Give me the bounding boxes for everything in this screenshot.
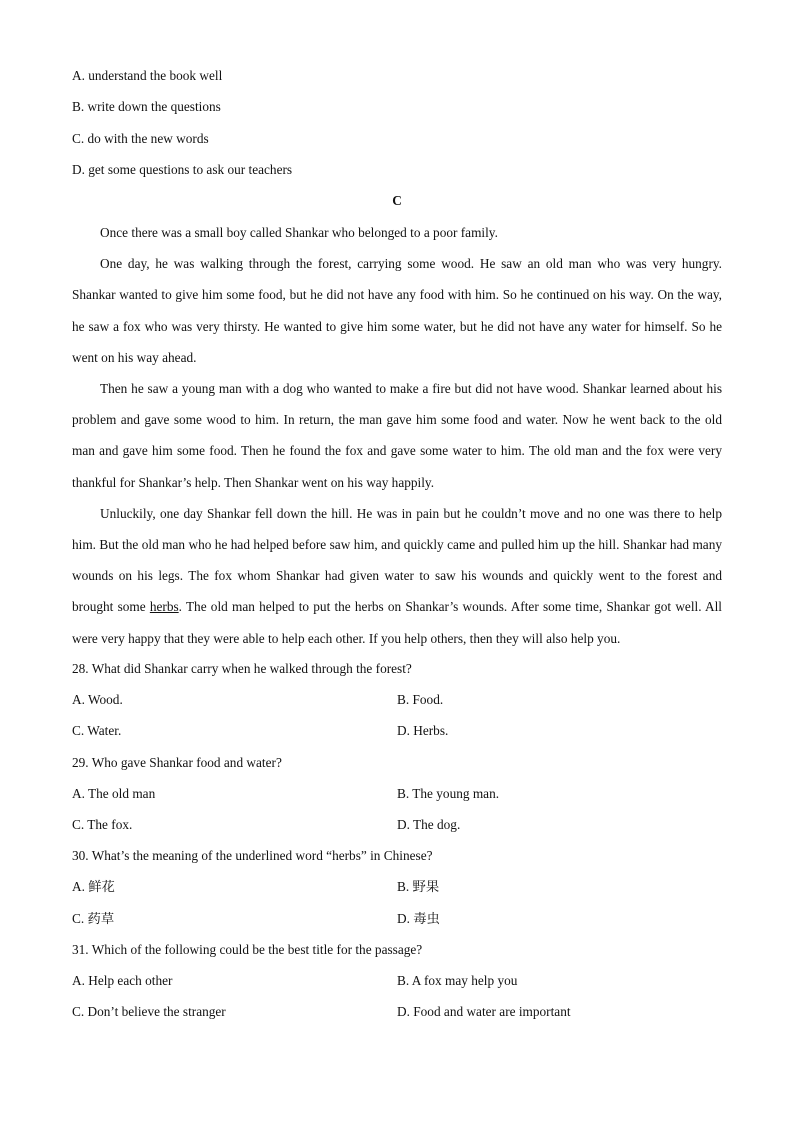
question-30-stem: 30. What’s the meaning of the underlined word “herbs” in Chinese? — [72, 848, 433, 863]
paragraph-4-text-before: Unluckily, one day Shankar fell down the hill. He was in pain but he couldn’t move and no one was there to help him. But the old man who he had helped before saw him, and quickly came and pulled him up the hill. Shankar had many wounds on his legs. The fox whom Shankar had given water to saw his wounds and quickly went to the forest and brought some — [72, 505, 722, 615]
question-31-option-b: B. A fox may help you — [397, 973, 518, 988]
underlined-word-herbs: herbs — [149, 599, 179, 615]
passage-paragraph-4 — [72, 498, 722, 654]
question-29-option-a: A. The old man — [72, 786, 156, 801]
question-30-option-c: C. 药草 — [72, 911, 115, 926]
question-31-option-d: D. Food and water are important — [397, 1004, 571, 1019]
section-heading: C — [392, 193, 402, 208]
passage-paragraph-1: Once there was a small boy called Shankar who belonged to a poor family. — [100, 225, 498, 240]
prev-option-b: B. write down the questions — [72, 99, 221, 114]
question-29-option-c: C. The fox. — [72, 817, 133, 832]
question-29-option-b: B. The young man. — [397, 786, 500, 801]
question-28-stem: 28. What did Shankar carry when he walked through the forest? — [72, 661, 412, 676]
question-31-option-c: C. Don’t believe the stranger — [72, 1004, 226, 1019]
paragraph-4-text-after: . The old man helped to put the herbs on Shankar’s wounds. After some time, Shankar got well. All were very happy that they were able to help each other. If you help others, then they will also help you. — [72, 599, 723, 646]
passage-paragraph-3: Then he saw a young man with a dog who wanted to make a fire but did not have wood. Shankar learned about his problem and gave some wood to him. In return, the man gave him some food and water. Now he went back to the old man and gave him some food. Then he found the fox and gave some water to him. The old man and the fox were very thankful for Shankar’s help. Then Shankar went on his way happily. — [72, 381, 722, 490]
question-31-stem: 31. Which of the following could be the best title for the passage? — [72, 942, 423, 957]
reading-passage — [72, 217, 722, 654]
question-30-option-d: D. 毒虫 — [397, 911, 440, 926]
question-29-stem: 29. Who gave Shankar food and water? — [72, 755, 282, 770]
question-28-option-b: B. Food. — [397, 692, 444, 707]
prev-option-a: A. understand the book well — [72, 68, 223, 83]
prev-option-d: D. get some questions to ask our teachers — [72, 162, 293, 177]
question-29-option-d: D. The dog. — [397, 817, 461, 832]
passage-paragraph-2: One day, he was walking through the forest, carrying some wood. He saw an old man who was very hungry. Shankar wanted to give him some food, but he did not have any food with him. So he continued on his way. On the way, he saw a fox who was very thirsty. He wanted to give him some water, but he did not have any water for himself. So he went on his way ahead. — [72, 256, 722, 365]
question-28-option-a: A. Wood. — [72, 692, 123, 707]
question-28-option-d: D. Herbs. — [397, 723, 449, 738]
prev-option-c: C. do with the new words — [72, 131, 209, 146]
question-28-option-c: C. Water. — [72, 723, 122, 738]
question-30-option-b: B. 野果 — [397, 879, 440, 894]
question-31-option-a: A. Help each other — [72, 973, 173, 988]
question-30-option-a: A. 鲜花 — [72, 879, 115, 894]
